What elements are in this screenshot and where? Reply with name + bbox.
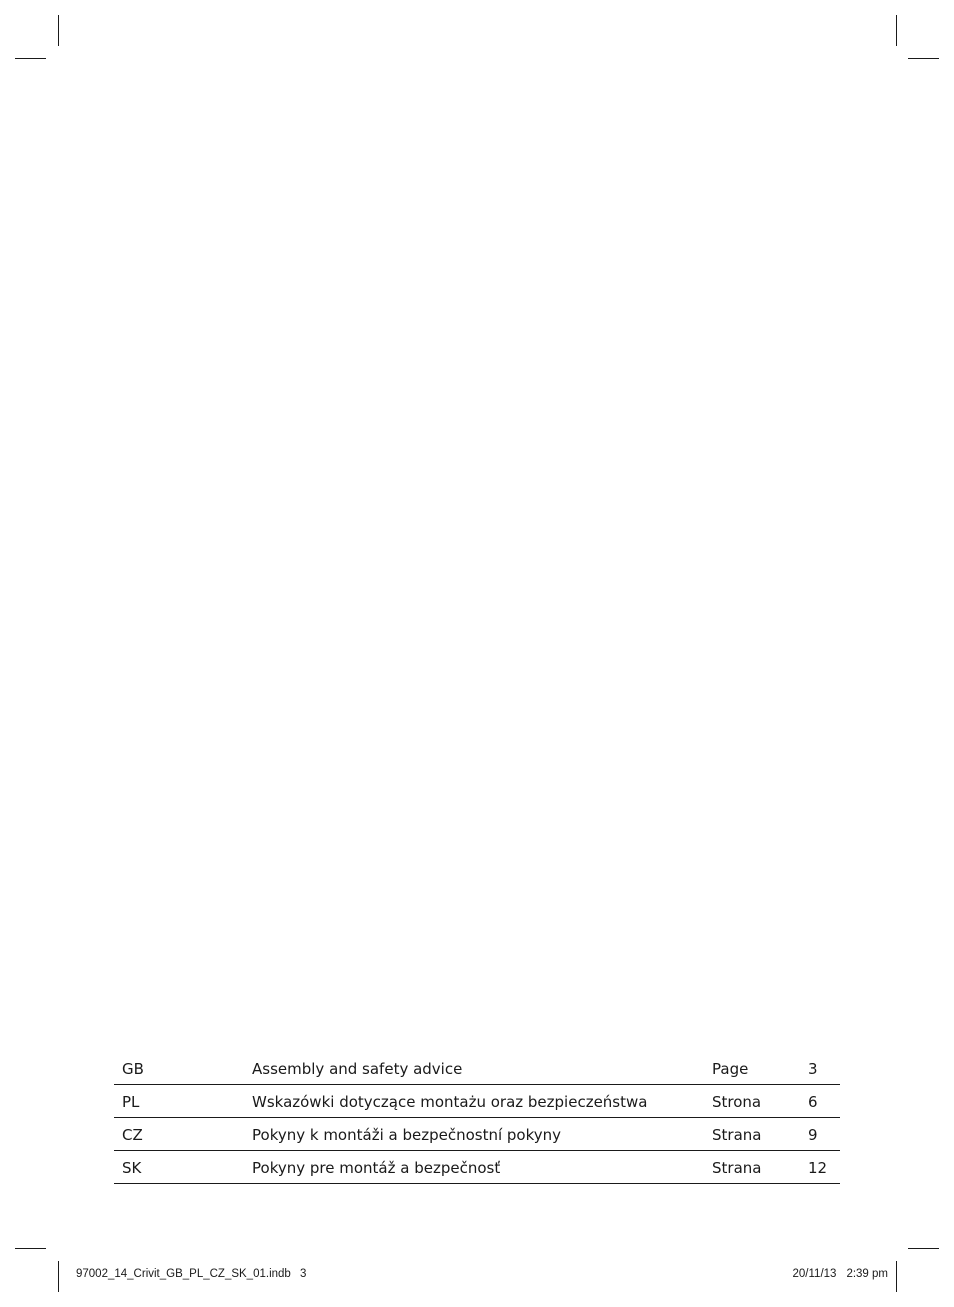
language-code: SK xyxy=(122,1159,142,1177)
page-label: Strana xyxy=(712,1159,762,1177)
language-code: PL xyxy=(122,1093,140,1111)
page-label: Strona xyxy=(712,1093,762,1111)
page-number: 6 xyxy=(808,1093,818,1111)
crop-mark-bottom-left-horizontal xyxy=(15,1248,46,1249)
section-title: Wskazówki dotyczące montażu oraz bezpieczeństwa xyxy=(252,1093,648,1111)
section-title: Pokyny pre montáž a bezpečnosť xyxy=(252,1159,501,1177)
table-row-cz xyxy=(114,1118,840,1151)
table-row-sk xyxy=(114,1151,840,1184)
page-number: 9 xyxy=(808,1126,818,1144)
table-row-pl xyxy=(114,1085,840,1118)
slug-filename: 97002_14_Crivit_GB_PL_CZ_SK_01.indb xyxy=(76,1268,291,1280)
crop-mark-bottom-right-vertical xyxy=(896,1261,897,1292)
crop-mark-top-left-horizontal xyxy=(15,58,46,59)
crop-mark-top-left-vertical xyxy=(58,15,59,46)
language-code: GB xyxy=(122,1060,144,1078)
crop-mark-bottom-left-vertical xyxy=(58,1261,59,1292)
print-slug-timestamp xyxy=(793,1268,888,1280)
crop-mark-bottom-right-horizontal xyxy=(908,1248,939,1249)
crop-mark-top-right-vertical xyxy=(896,15,897,46)
page-label: Strana xyxy=(712,1126,762,1144)
language-contents-table xyxy=(114,1055,840,1184)
crop-mark-top-right-horizontal xyxy=(908,58,939,59)
print-slug-file xyxy=(76,1268,306,1280)
table-row-gb xyxy=(114,1055,840,1085)
language-code: CZ xyxy=(122,1126,143,1144)
slug-date: 20/11/13 xyxy=(792,1268,837,1280)
section-title: Assembly and safety advice xyxy=(252,1060,463,1078)
slug-time: 2:39 pm xyxy=(846,1268,888,1280)
page-number: 3 xyxy=(808,1060,818,1078)
page-number: 12 xyxy=(808,1159,828,1177)
page-label: Page xyxy=(712,1060,749,1078)
section-title: Pokyny k montáži a bezpečnostní pokyny xyxy=(252,1126,562,1144)
slug-sheet-number: 3 xyxy=(300,1268,307,1280)
